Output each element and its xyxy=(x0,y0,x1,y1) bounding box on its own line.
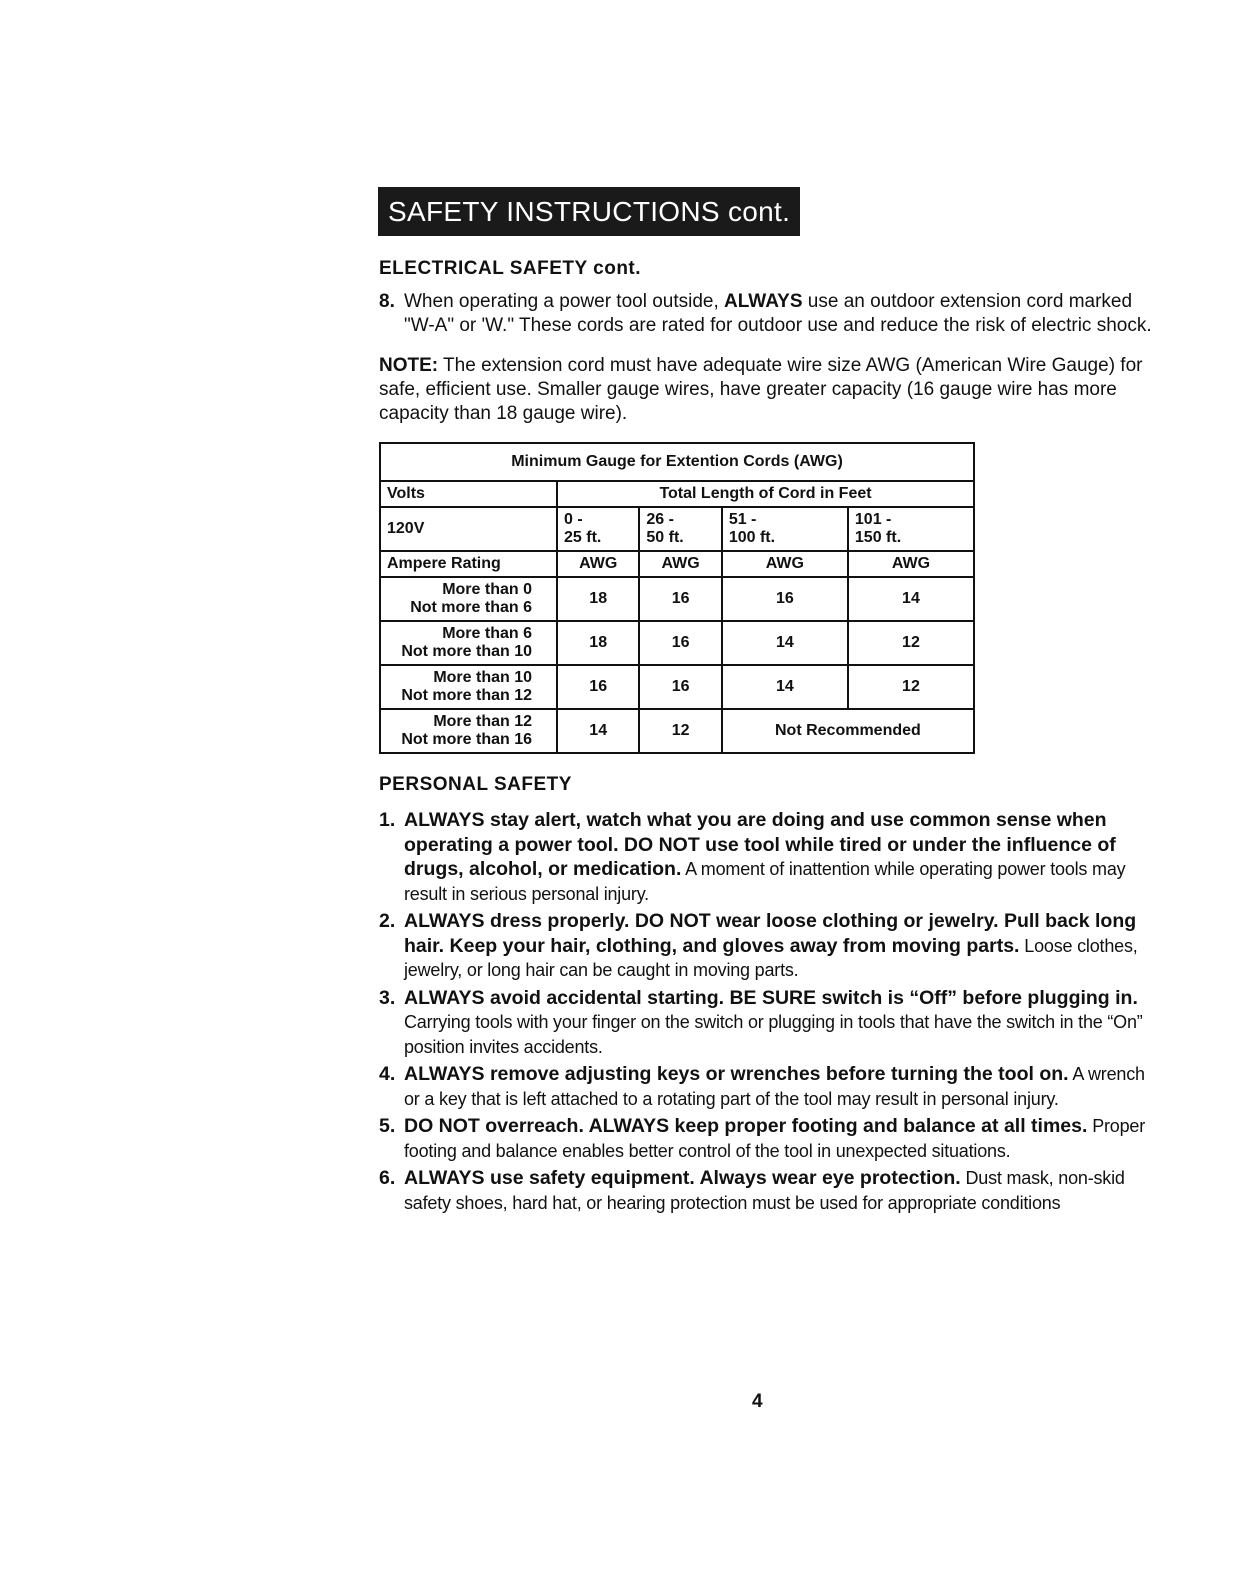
length-to: 100 ft. xyxy=(728,529,776,546)
awg-header: AWG xyxy=(848,551,974,577)
page-content xyxy=(379,258,1159,1218)
item-bold: ALWAYS remove adjusting keys or wrenches before turning the tool on. xyxy=(404,1063,1069,1085)
volts-label: Volts xyxy=(380,481,557,507)
list-item xyxy=(379,909,1159,983)
range-min: More than 10 xyxy=(433,669,532,686)
item-text-b: use an outdoor extension cord marked "W-A" or 'W." These cords are rated for outdoor use and reduce the risk of electric shock. xyxy=(404,291,1152,336)
item-bold: ALWAYS dress properly. DO NOT wear loose clothing or jewelry. Pull back long hair. Keep your hair, clothing, and gloves away from moving parts. xyxy=(404,910,1137,957)
item-bold: DO NOT overreach. ALWAYS keep proper footing and balance at all times. xyxy=(404,1115,1088,1137)
item-number: 2. xyxy=(379,910,396,932)
page-number: 4 xyxy=(752,1391,763,1412)
electrical-item-8 xyxy=(379,290,1159,338)
personal-heading: PERSONAL SAFETY xyxy=(379,774,572,795)
item-bold: ALWAYS use safety equipment. Always wear eye protection. xyxy=(404,1167,961,1189)
length-label: Total Length of Cord in Feet xyxy=(557,481,974,507)
gauge-cell: 12 xyxy=(848,621,974,665)
list-item xyxy=(379,808,1159,906)
gauge-cell: 14 xyxy=(722,621,848,665)
length-from: 101 - xyxy=(854,511,892,528)
list-item xyxy=(379,1166,1159,1215)
ampere-range xyxy=(380,621,557,665)
length-from: 51 - xyxy=(728,511,757,528)
awg-header: AWG xyxy=(557,551,639,577)
ampere-range xyxy=(380,577,557,621)
section-banner: SAFETY INSTRUCTIONS cont. xyxy=(378,187,800,236)
range-min: More than 6 xyxy=(442,625,532,642)
range-max: Not more than 10 xyxy=(401,643,532,660)
length-from: 0 - xyxy=(564,511,583,528)
range-min: More than 0 xyxy=(442,581,532,598)
item-number: 5. xyxy=(379,1115,396,1137)
gauge-table xyxy=(379,442,975,754)
range-max: Not more than 16 xyxy=(401,731,532,748)
item-text xyxy=(404,1166,1159,1215)
range-max: Not more than 6 xyxy=(410,599,532,616)
list-item xyxy=(379,986,1159,1060)
gauge-cell: 14 xyxy=(848,577,974,621)
ampere-label: Ampere Rating xyxy=(380,551,557,577)
item-text xyxy=(404,1062,1159,1111)
gauge-cell: 14 xyxy=(557,709,639,753)
personal-safety-section xyxy=(379,774,1159,1215)
gauge-cell: 16 xyxy=(639,665,721,709)
ampere-range xyxy=(380,709,557,753)
list-item xyxy=(379,1062,1159,1111)
item-plain: Loose clothes, jewelry, or long hair can be caught in moving parts. xyxy=(404,935,1138,980)
item-text xyxy=(404,808,1159,906)
length-col xyxy=(722,507,848,551)
length-col xyxy=(639,507,721,551)
range-min: More than 12 xyxy=(433,713,532,730)
item-text xyxy=(404,290,1159,338)
gauge-cell: 12 xyxy=(639,709,721,753)
item-plain: A wrench or a key that is left attached to a rotating part of the tool may result in personal injury. xyxy=(404,1064,1145,1109)
length-to: 150 ft. xyxy=(854,529,902,546)
table-row xyxy=(380,665,974,709)
table-row xyxy=(380,621,974,665)
length-col xyxy=(848,507,974,551)
gauge-cell: 16 xyxy=(639,621,721,665)
note-text: The extension cord must have adequate wire size AWG (American Wire Gauge) for safe, efficient use. Smaller gauge wires, have greater capacity (16 gauge wire has more capacity than 18 gauge wire). xyxy=(379,355,1143,424)
item-number: 4. xyxy=(379,1063,396,1085)
item-text-a: When operating a power tool outside, xyxy=(404,291,725,312)
voltage-value: 120V xyxy=(380,507,557,551)
item-number: 1. xyxy=(379,809,396,831)
gauge-cell: 18 xyxy=(557,621,639,665)
length-col xyxy=(557,507,639,551)
table-row xyxy=(380,709,974,753)
item-text xyxy=(404,986,1159,1060)
item-bold: ALWAYS avoid accidental starting. BE SURE switch is “Off” before plugging in. xyxy=(404,986,1138,1009)
table-title: Minimum Gauge for Extention Cords (AWG) xyxy=(380,443,974,481)
gauge-cell: 16 xyxy=(639,577,721,621)
gauge-cell: 16 xyxy=(557,665,639,709)
item-number: 3. xyxy=(379,986,396,1009)
item-number: 6. xyxy=(379,1167,396,1189)
note-paragraph xyxy=(379,354,1159,426)
range-max: Not more than 12 xyxy=(401,687,532,704)
item-number: 8. xyxy=(379,291,395,312)
item-bold: ALWAYS stay alert, watch what you are doing and use common sense when operating a power tool. DO NOT use tool while tired or under the influence of drugs, alcohol, or medication. xyxy=(404,809,1116,880)
note-label: NOTE: xyxy=(379,355,439,376)
length-from: 26 - xyxy=(646,511,674,528)
item-plain: Carrying tools with your finger on the switch or plugging in tools that have the switch in the “On” position invites accidents. xyxy=(404,1012,1143,1057)
length-to: 50 ft. xyxy=(646,529,684,546)
length-to: 25 ft. xyxy=(564,529,602,546)
awg-header: AWG xyxy=(639,551,721,577)
gauge-cell: 12 xyxy=(848,665,974,709)
item-text xyxy=(404,909,1159,983)
item-text xyxy=(404,1114,1159,1163)
not-recommended-cell: Not Recommended xyxy=(722,709,974,753)
gauge-cell: 16 xyxy=(722,577,848,621)
table-row xyxy=(380,577,974,621)
item-plain: Proper footing and balance enables better control of the tool in unexpected situations. xyxy=(404,1116,1146,1161)
gauge-cell: 18 xyxy=(557,577,639,621)
item-plain: A moment of inattention while operating power tools may result in serious personal injury. xyxy=(404,859,1126,904)
ampere-range xyxy=(380,665,557,709)
gauge-cell: 14 xyxy=(722,665,848,709)
electrical-heading: ELECTRICAL SAFETY cont. xyxy=(379,258,642,279)
item-bold: ALWAYS xyxy=(724,291,803,312)
list-item xyxy=(379,1114,1159,1163)
item-plain: Dust mask, non-skid safety shoes, hard hat, or hearing protection must be used for appropriate conditions xyxy=(404,1168,1125,1213)
awg-header: AWG xyxy=(722,551,848,577)
